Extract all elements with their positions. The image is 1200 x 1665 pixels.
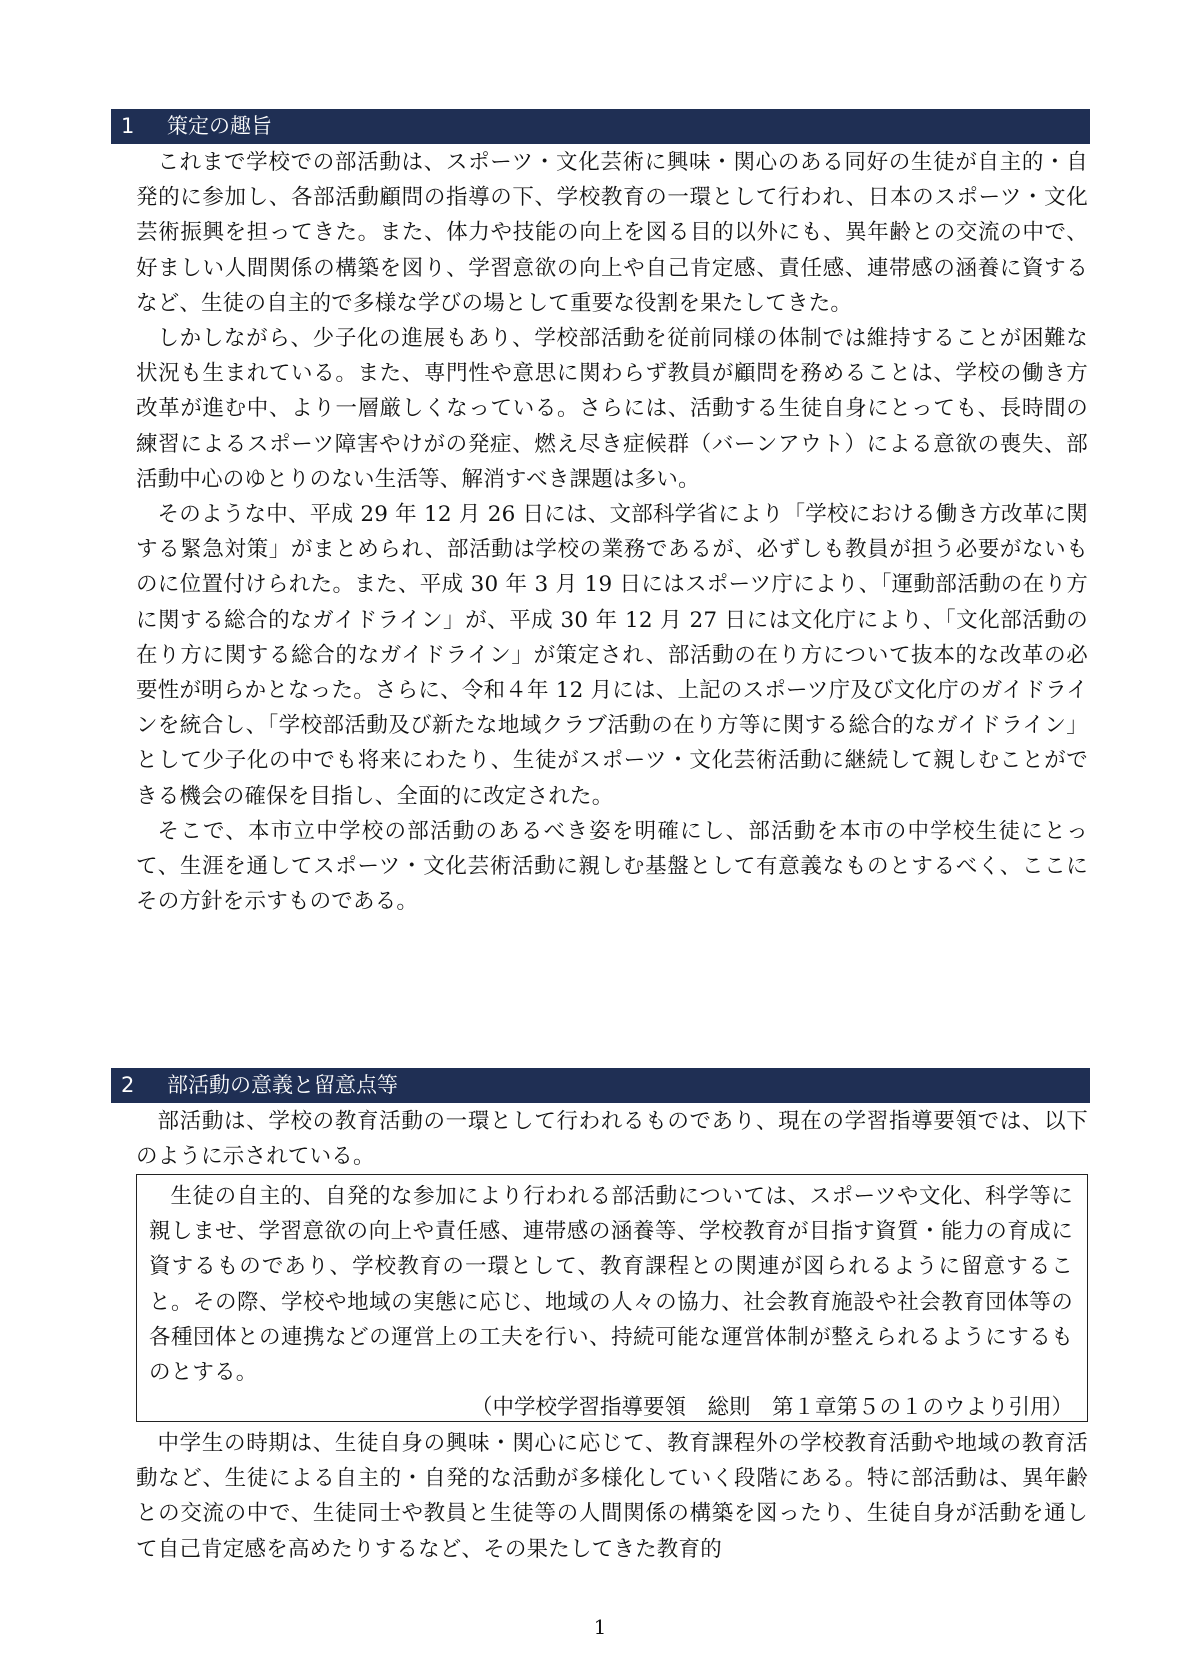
section-heading-2 (111, 1068, 1090, 1103)
paragraph: しかしながら、少子化の進展もあり、学校部活動を従前同様の体制では維持することが困難な状況も生まれている。また、専門性や意思に関わらず教員が顧問を務めることは、学校の働き方改革が進む中、より一層厳しくなっている。さらには、活動する生徒自身にとっても、長時間の練習によるスポーツ障害やけがの発症、燃え尽き症候群（バーンアウト）による意欲の喪失、部活動中心のゆとりのない生活等、解消すべき課題は多い。 (136, 326, 1088, 492)
section-body-2-continued (136, 1426, 1088, 1567)
quote-text: 生徒の自主的、自発的な参加により行われる部活動については、スポーツや文化、科学等に親しませ、学習意欲の向上や責任感、連帯感の涵養等、学校教育が目指す資質・能力の育成に資するものであり、学校教育の一環として、教育課程との関連が図られるように留意すること。その際、学校や地域の実態に応じ、地域の人々の協力、社会教育施設や社会教育団体等の各種団体との連携などの運営上の工夫を行い、持続可能な運営体制が整えられるようにするものとする。 (149, 1184, 1073, 1386)
paragraph: そのような中、平成 29 年 12 月 26 日には、文部科学省により「学校における働き方改革に関する緊急対策」がまとめられ、部活動は学校の業務であるが、必ずしも教員が担う必要がないものに位置付けられた。また、平成 30 年 3 月 19 日にはスポーツ庁により、「運動部活動の在り方に関する総合的なガイドライン」が、平成 30 年 12 月 27 日には文化庁により、「文化部活動の在り方に関する総合的なガイドライン」が策定され、部活動の在り方について抜本的な改革の必要性が明らかとなった。さらに、令和４年 12 月には、上記のスポーツ庁及び文化庁のガイドラインを統合し、「学校部活動及び新たな地域クラブ活動の在り方等に関する総合的なガイドライン」として少子化の中でも将来にわたり、生徒がスポーツ・文化芸術活動に継続して親しむことができる機会の確保を目指し、全面的に改定された。 (136, 502, 1088, 809)
section-heading-1 (111, 109, 1090, 144)
page-number: 1 (593, 1615, 607, 1639)
quote-box (136, 1174, 1088, 1422)
paragraph: これまで学校での部活動は、スポーツ・文化芸術に興味・関心のある同好の生徒が自主的・自発的に参加し、各部活動顧問の指導の下、学校教育の一環として行われ、日本のスポーツ・文化芸術振興を担ってきた。また、体力や技能の向上を図る目的以外にも、異年齢との交流の中で、好ましい人間関係の構築を図り、学習意欲の向上や自己肯定感、責任感、連帯感の涵養に資するなど、生徒の自主的で多様な学びの場として重要な役割を果たしてきた。 (136, 150, 1088, 316)
section-title: 部活動の意義と留意点等 (167, 1073, 398, 1097)
section-body-1 (136, 145, 1088, 919)
section-title: 策定の趣旨 (167, 114, 272, 138)
section-body-2-intro (136, 1104, 1088, 1174)
quote-source: （中学校学習指導要領 総則 第１章第５の１のウより引用） (470, 1395, 1073, 1421)
section-number: 2 (121, 1073, 135, 1097)
paragraph: 部活動は、学校の教育活動の一環として行われるものであり、現在の学習指導要領では、以下のように示されている。 (136, 1109, 1088, 1170)
section-number: 1 (121, 114, 135, 138)
paragraph: そこで、本市立中学校の部活動のあるべき姿を明確にし、部活動を本市の中学校生徒にとって、生涯を通してスポーツ・文化芸術活動に親しむ基盤として有意義なものとするべく、ここにその方針を示すものである。 (136, 818, 1088, 915)
paragraph: 中学生の時期は、生徒自身の興味・関心に応じて、教育課程外の学校教育活動や地域の教育活動など、生徒による自主的・自発的な活動が多様化していく段階にある。特に部活動は、異年齢との交流の中で、生徒同士や教員と生徒等の人間関係の構築を図ったり、生徒自身が活動を通して自己肯定感を高めたりするなど、その果たしてきた教育的 (136, 1431, 1088, 1562)
